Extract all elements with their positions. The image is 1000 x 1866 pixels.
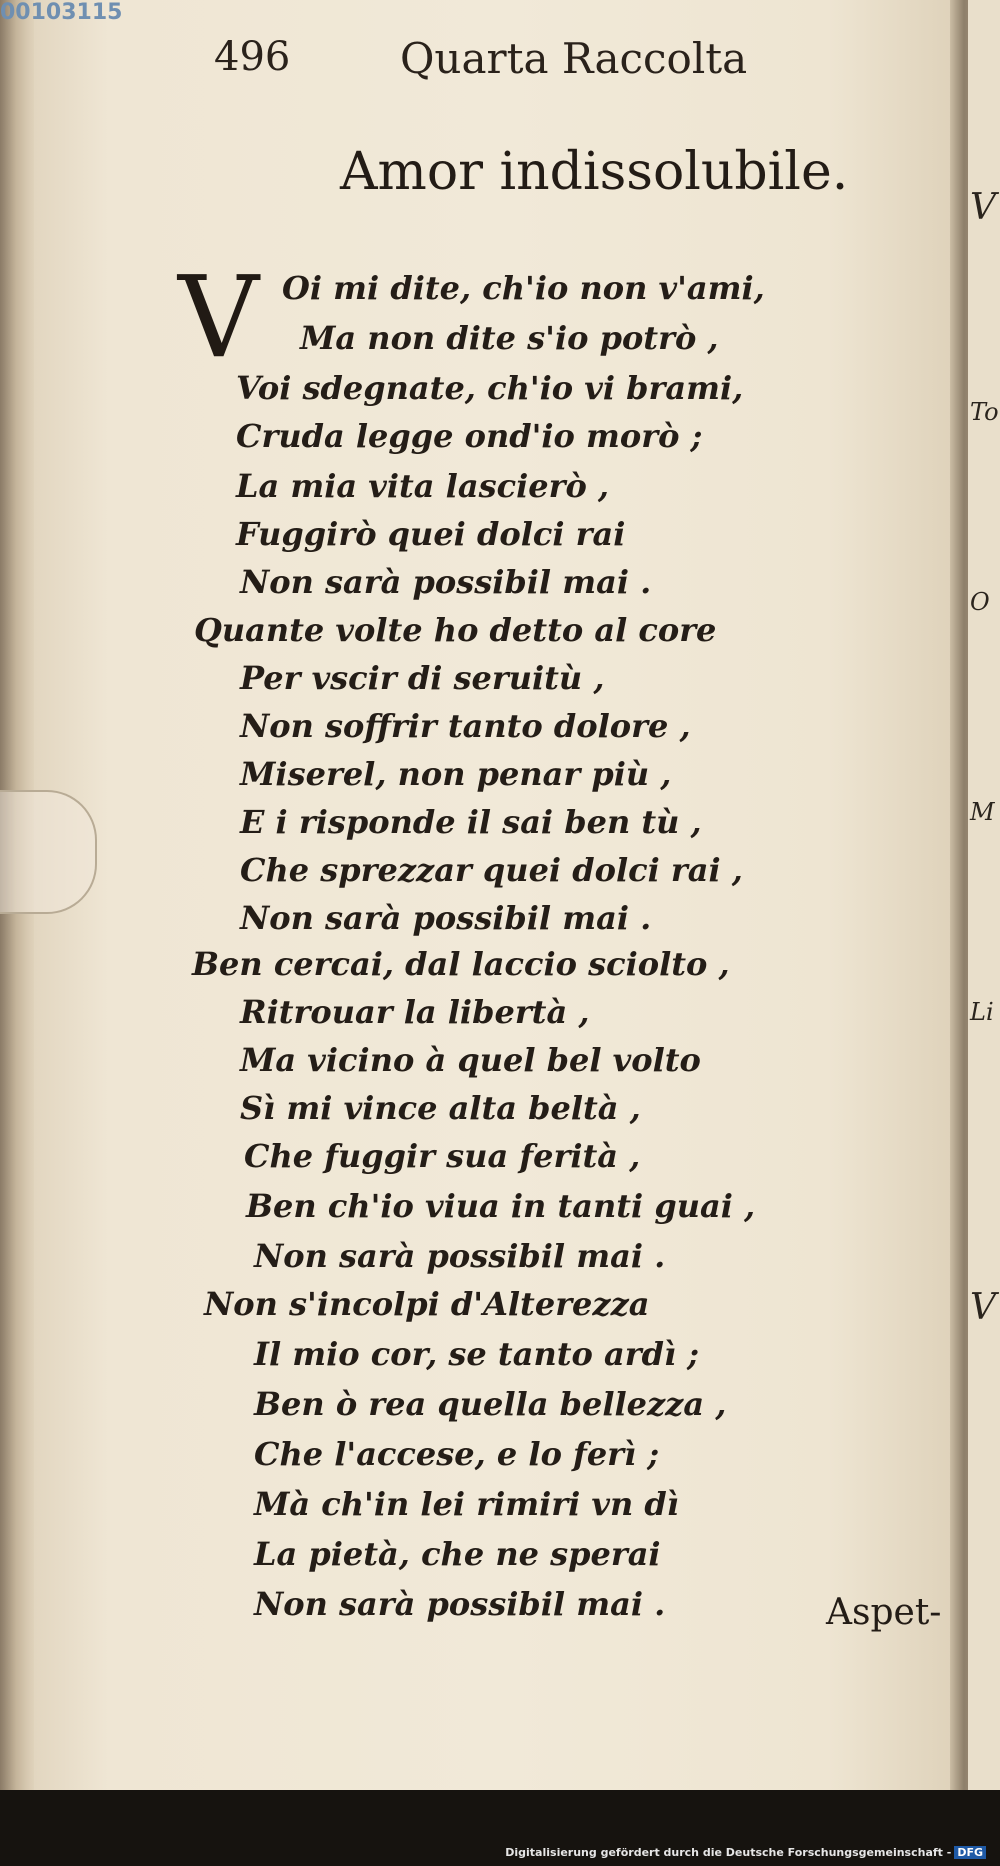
- poem-line: Quante volte ho detto al core: [194, 611, 717, 649]
- poem-line: Ma non dite s'io potrò ,: [300, 319, 719, 357]
- poem-line: Non sarà possibil mai .: [240, 899, 652, 937]
- poem-line: Per vscir di seruitù ,: [240, 659, 605, 697]
- poem-line: Non sarà possibil mai .: [254, 1585, 666, 1623]
- poem-line: Mà ch'in lei rimiri vn dì: [254, 1485, 679, 1523]
- poem-line: Ritrouar la libertà ,: [240, 993, 590, 1031]
- poem-line: Sì mi vince alta beltà ,: [240, 1089, 641, 1127]
- poem-line: Oi mi dite, ch'io non v'ami,: [282, 269, 765, 307]
- credit-text: Digitalisierung gefördert durch die Deutsche Forschungsgemeinschaft -: [505, 1846, 952, 1859]
- poem-line: Non sarà possibil mai .: [254, 1237, 666, 1275]
- digitization-credit: [505, 1846, 986, 1859]
- poem-line: Il mio cor, se tanto ardì ;: [254, 1335, 700, 1373]
- poem-line: La mia vita lascierò ,: [236, 467, 610, 505]
- poem-line: Ben cercai, dal laccio sciolto ,: [192, 945, 730, 983]
- running-head: Quarta Raccolta: [400, 34, 748, 83]
- poem-line: Ben ch'io viua in tanti guai ,: [246, 1187, 756, 1225]
- library-mark: 00103115: [0, 0, 123, 25]
- facing-page-fragment: V To O M Li V: [968, 0, 1000, 1790]
- poem-line: Ma vicino à quel bel volto: [240, 1041, 701, 1079]
- poem-line: Che fuggir sua ferità ,: [244, 1137, 641, 1175]
- page-tab-marker: [0, 790, 97, 914]
- poem-title: Amor indissolubile.: [340, 142, 849, 202]
- drop-cap: V: [178, 253, 259, 383]
- poem-line: Miserel, non penar più ,: [240, 755, 672, 793]
- poem-line: Non sarà possibil mai .: [240, 563, 652, 601]
- poem-line: Ben ò rea quella bellezza ,: [254, 1385, 727, 1423]
- poem-line: Cruda legge ond'io morò ;: [236, 417, 703, 455]
- poem-line: La pietà, che ne sperai: [254, 1535, 661, 1573]
- page-header: [214, 34, 754, 90]
- catchword: Aspet-: [826, 1592, 942, 1633]
- poem-line: Che l'accese, e lo ferì ;: [254, 1435, 660, 1473]
- poem-line: Non s'incolpi d'Alterezza: [204, 1285, 650, 1323]
- page-number: 496: [214, 34, 291, 80]
- poem-line: Voi sdegnate, ch'io vi brami,: [236, 369, 744, 407]
- poem-line: Fuggirò quei dolci rai: [236, 515, 626, 553]
- poem-line: Non soffrir tanto dolore ,: [240, 707, 691, 745]
- dfg-logo: DFG: [954, 1846, 986, 1859]
- poem-line: Che sprezzar quei dolci rai ,: [240, 851, 743, 889]
- poem-line: E i risponde il sai ben tù ,: [240, 803, 702, 841]
